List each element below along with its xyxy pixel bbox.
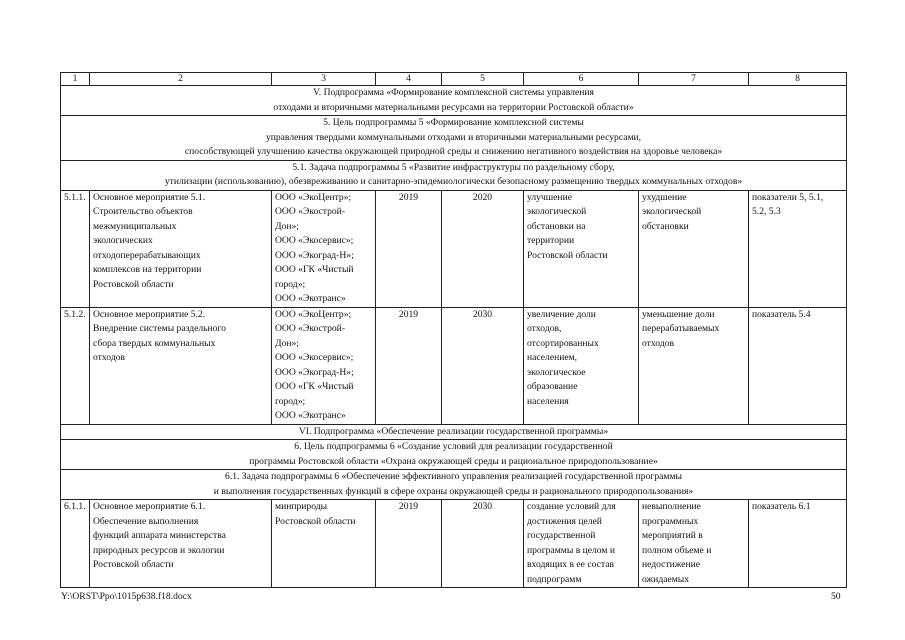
cell-line: полном объеме и: [642, 544, 712, 556]
cell-line: показатель 6.1: [752, 501, 811, 512]
cell-line: невыполнение: [642, 501, 701, 512]
cell-line: государственной: [527, 530, 596, 541]
cell-line: ООО «Экоград-Н»;: [275, 366, 354, 378]
cell-line: Основное мероприятие 6.1.: [93, 501, 206, 512]
cell-line: 5.2, 5.3: [752, 206, 781, 217]
cell-line: населения: [527, 395, 569, 407]
cell-line: ООО «ЭкоЦентр»;: [275, 308, 352, 320]
cell-line: Дон»;: [275, 337, 299, 349]
expected-result: [524, 500, 639, 588]
expected-result: [524, 190, 639, 307]
non-implementation-consequence: [639, 307, 749, 424]
executor: [272, 500, 376, 588]
cell-line: уменьшение доли: [642, 308, 715, 320]
cell-line: ООО «Экоград-Н»;: [275, 249, 354, 261]
cell-line: функций аппарата министерства: [93, 530, 226, 541]
cell-line: ООО «ГК «Чистый: [275, 381, 354, 392]
column-number: 6: [524, 73, 639, 86]
column-number: 8: [749, 73, 847, 86]
non-implementation-consequence: [639, 500, 749, 588]
cell-line: подпрограмм: [527, 573, 582, 585]
start-year: 2019: [376, 307, 442, 424]
cell-line: Ростовской области: [93, 559, 174, 570]
measures-table: [60, 72, 847, 588]
indicator-link: [749, 190, 847, 307]
cell-line: город»;: [275, 278, 306, 290]
cell-line: территории: [527, 235, 575, 246]
executor: [272, 307, 376, 424]
table-row: [61, 190, 847, 307]
indicator-link: [749, 500, 847, 588]
row-number: 5.1.2.: [61, 307, 90, 424]
cell-line: создание условий для: [527, 501, 616, 512]
section-row: [61, 440, 847, 470]
cell-line: входящих в ее состав: [527, 559, 614, 570]
cell-line: ожидаемых: [642, 573, 690, 585]
expected-result: [524, 307, 639, 424]
cell-line: показатели 5, 5.1,: [752, 191, 824, 203]
cell-line: Обеспечение выполнения: [93, 515, 199, 527]
measure-name: [90, 500, 272, 588]
cell-line: экологической: [642, 206, 702, 217]
column-number: 3: [272, 73, 376, 86]
cell-line: ООО «Экотранс»: [275, 410, 346, 421]
column-number: 7: [639, 73, 749, 86]
cell-line: ООО «ЭкоЦентр»;: [275, 191, 352, 203]
column-number: 1: [61, 73, 90, 86]
cell-line: населением,: [527, 352, 578, 363]
cell-line: мероприятий в: [642, 530, 703, 541]
cell-line: обстановки на: [527, 220, 586, 232]
indicator-link: [749, 307, 847, 424]
cell-line: сбора твердых коммунальных: [93, 337, 216, 349]
cell-line: перерабатываемых: [642, 323, 720, 334]
start-year: 2019: [376, 500, 442, 588]
table-row: [61, 500, 847, 588]
column-number: 5: [442, 73, 524, 86]
cell-line: экологических: [93, 235, 153, 246]
cell-line: экологическое: [527, 366, 586, 378]
document-path: Y:\ORST\Ppo\1015p638.f18.docx: [61, 591, 192, 602]
cell-line: отходоперерабатывающих: [93, 249, 201, 261]
column-number: 2: [90, 73, 272, 86]
subprogram-5-goal: 5. Цель подпрограммы 5 «Формирование комплексной системы управления твердыми коммунальными отходами и вторичными материальными ресурсами, способствующей улучшению качества окружающей природной среды и снижению негативного воздействия на здоровье человека»: [61, 116, 847, 161]
subprogram-6-goal: 6. Цель подпрограммы 6 «Создание условий для реализации государственной программы Ростовской области «Охрана окружающей среды и рациональное природопользование»: [61, 440, 847, 470]
cell-line: ООО «Экострой-: [275, 323, 346, 334]
cell-line: межмуниципальных: [93, 220, 177, 232]
cell-line: Основное мероприятие 5.2.: [93, 308, 206, 320]
cell-line: отсортированных: [527, 337, 599, 349]
page-number: 50: [831, 591, 841, 602]
executor: [272, 190, 376, 307]
cell-line: природных ресурсов и экологии: [93, 544, 225, 556]
cell-line: улучшение: [527, 191, 572, 203]
cell-line: минприроды: [275, 501, 328, 512]
section-row: [61, 86, 847, 116]
cell-line: Ростовской области: [275, 515, 356, 527]
cell-line: достижения целей: [527, 515, 602, 527]
measure-name: [90, 307, 272, 424]
end-year: 2030: [442, 307, 524, 424]
row-number: 6.1.1.: [61, 500, 90, 588]
cell-line: показатель 5.4: [752, 308, 811, 320]
end-year: 2030: [442, 500, 524, 588]
subprogram-6-task: 6.1. Задача подпрограммы 6 «Обеспечение эффективного управления реализацией государственной программы и выполнения государственных функций в сфере охраны окружающей среды и рационального природопользования»: [61, 470, 847, 500]
section-row: [61, 116, 847, 161]
cell-line: Ростовской области: [93, 278, 174, 290]
cell-line: ООО «Экосервис»;: [275, 235, 354, 246]
cell-line: ООО «ГК «Чистый: [275, 264, 354, 275]
cell-line: программных: [642, 515, 699, 527]
cell-line: образование: [527, 381, 578, 392]
section-row: [61, 160, 847, 190]
subprogram-5-task: 5.1. Задача подпрограммы 5 «Развитие инфраструктуры по раздельному сбору, утилизации (использованию), обезвреживанию и санитарно-эпидемиологически безопасному размещению твердых коммунальных отходов»: [61, 160, 847, 190]
start-year: 2019: [376, 190, 442, 307]
cell-line: ООО «Экострой-: [275, 206, 346, 217]
cell-line: ухудшение: [642, 191, 687, 203]
cell-line: ООО «Экотранс»: [275, 293, 346, 304]
cell-line: комплексов на территории: [93, 264, 202, 275]
non-implementation-consequence: [639, 190, 749, 307]
subprogram-5-title: V. Подпрограмма «Формирование комплексной системы управления отходами и вторичными материальными ресурсами на территории Ростовской области»: [61, 86, 847, 116]
column-number-row: [61, 73, 847, 86]
cell-line: город»;: [275, 395, 306, 407]
table-row: [61, 307, 847, 424]
measure-name: [90, 190, 272, 307]
section-row: [61, 470, 847, 500]
cell-line: ООО «Экосервис»;: [275, 352, 354, 363]
cell-line: Основное мероприятие 5.1.: [93, 191, 206, 203]
cell-line: Дон»;: [275, 220, 299, 232]
cell-line: программы в целом и: [527, 544, 616, 556]
cell-line: отходов,: [527, 323, 562, 334]
cell-line: увеличение доли: [527, 308, 596, 320]
cell-line: отходов: [93, 352, 126, 363]
section-row: [61, 424, 847, 440]
column-number: 4: [376, 73, 442, 86]
cell-line: Ростовской области: [527, 249, 608, 261]
cell-line: Внедрение системы раздельного: [93, 323, 226, 334]
cell-line: недостижение: [642, 559, 701, 570]
end-year: 2020: [442, 190, 524, 307]
cell-line: отходов: [642, 337, 675, 349]
row-number: 5.1.1.: [61, 190, 90, 307]
cell-line: обстановки: [642, 220, 689, 232]
subprogram-6-title: VI. Подпрограмма «Обеспечение реализации государственной программы»: [61, 424, 847, 440]
cell-line: экологической: [527, 206, 587, 217]
cell-line: Строительство объектов: [93, 206, 193, 217]
